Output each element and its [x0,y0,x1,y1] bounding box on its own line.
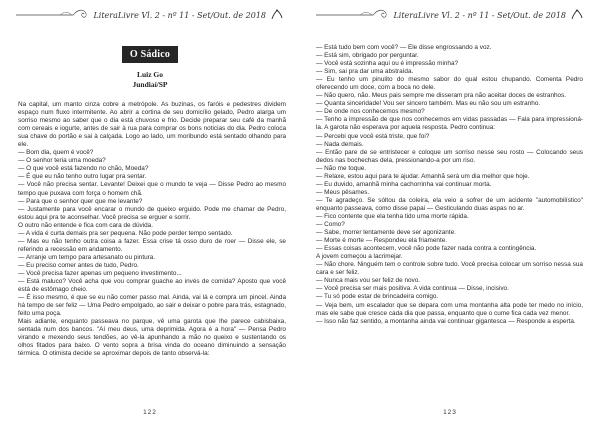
story-title-wrap [0,44,300,63]
paragraph: — Fico contente que ela tenha tido uma morte rápida. [316,212,469,220]
paragraph: — Está sim, obrigado por perguntar. [316,52,419,60]
paragraph: — Sim, sai pra dar uma abstraída. [316,68,414,76]
author-place: Jundiaí/SP [132,80,168,89]
paragraph: — Percebi que você está triste, que foi? [316,132,430,140]
paragraph: — Isso não faz sentido, a montanha ainda vai continuar gigantesca — Responde a esperta. [316,317,576,325]
ornament-flourish-icon [16,7,89,23]
paragraph: — Mas eu não tenho outra coisa a fazer. Essa crise tá osso duro de roer — Disse ele, se referindo a recessão em andamento. [18,237,286,253]
paragraph: Mais adiante, enquanto passeava no parque, vê uma garota que lhe parece cabisbaixa, sentada num dos bancos. "Aí meu deus, uma deprimida. Agora é a hora" — Pensa Pedro virando e mexendo seus tendões, ao vê-la apunhando a mão no queixo e sustentando os olhos fitados para baixo. O vento sopra a brisa vinda do oceano diminuindo a sensação térmica. O otimista decide se aproximar depois de tanto observá-la: [18,318,286,358]
paragraph: — Arranje um tempo para artesanato ou pintura. [18,253,156,261]
paragraph: — Você precisa fazer apenas um pequeno investimento... [18,269,182,277]
paragraph: — Você não precisa sentar. Levante! Deixei que o mundo te veja — Disse Pedro ao mesmo tempo que puxava com força o homem chã. [18,181,286,197]
ornament-flourish-icon [316,7,389,23]
paragraph: — Essas coisas acontecem, você não pode fazer nada contra a contingência. [316,245,537,253]
running-head-left [16,4,286,26]
paragraph: — É que eu não tenho outro lugar pra sentar. [18,173,147,181]
paragraph: — Você está sozinha aqui ou é impressão minha? [316,60,459,68]
paragraph: — Nada demais. [316,140,364,148]
left-body-text [18,101,286,359]
paragraph: — Tu só pode estar de brincadeira comigo. [316,293,439,301]
paragraph: — Eu preciso comer antes de tudo, Pedro. [18,261,139,269]
paragraph: — Sabe, morrer lentamente deve ser agonizante. [316,229,456,237]
paragraph: — O senhor teria uma moeda? [18,157,106,165]
right-page [300,0,600,424]
paragraph: — Como? [316,221,345,229]
paragraph: — De onde nos conhecemos mesmo? [316,108,425,116]
paragraph: — Te agradeço. Se sóltou da coleira, ela veio a sofrer de um acidente "automobilístico" enquanto passeava, como disse papai — Gesticulando duas aspas no ar. [316,196,583,212]
paragraph: — Não chore. Ninguém tem o controle sobre tudo. Você precisa colocar um sorriso nessa sua cara e ser feliz. [316,261,583,277]
paragraph: — Meus pêsames. [316,188,370,196]
paragraph: — Veja bem, um escalador que se depara com uma montanha alta pode ter medo no início, mas ele sabe que cresce cada dia que passa, enquanto que o cume fica cada vez menor. [316,301,583,317]
paragraph: — Está tudo bem com você? — Ele disse engrossando a voz. [316,44,492,51]
running-head-text: LiteraLivre Vl. 2 - nº 11 - Set/Out. de 2018 [93,10,266,20]
paragraph: — Tenho a impressão de que nos conhecemos em vidas passadas — Fala para impressioná-la. A garota não esperava por aquela resposta. Pedro continua: [316,116,583,132]
running-head-right [316,4,586,26]
paragraph: A jovem começou a lacrimejar. [316,253,403,261]
paragraph: — Você precisa ser mais positiva. A vida continua — Disse, incisivo. [316,285,509,293]
author-block [0,70,300,90]
paragraph: — A vida é curta demais pra ser pequena. Não pode perder tempo sentado. [18,229,233,237]
paragraph: — Nunca mais vou ser feliz de novo. [316,277,421,285]
paragraph: — Morte é morte — Respondeu ela friamente. [316,237,448,245]
paragraph: Na capital, um manto cinza cobre a metrópole. As buzinas, os faróis e pedestres dividem espaço num fluxo intermitente. Ao abrir a cortina de seu domicílio gelado, Pedro alarga um sorriso mesmo ao saber que o dia está chuvoso e frio. Decide preparar seu café da manhã com cereais e iogurte, antes de sair à rua para comprar os bons noticias do dia. Pedro coloca sua chave do portão e sai à calçada. Logo ao lado, um moribundo está sentado olhando para ele. [18,101,286,149]
paragraph: — Bom dia, quem é você? [18,149,94,157]
author-name: Luiz Go [136,70,164,79]
story-title: O Sádico [122,46,178,63]
running-head-text: LiteraLivre Vl. 2 - nº 11 - Set/Out. de 2018 [393,10,566,20]
paragraph: — Não quero, não. Meus pais sempre me disseram pra não aceitar doces de estranhos. [316,92,567,100]
page-number-left: 122 [143,409,157,416]
magazine-logo-icon [270,8,284,22]
paragraph: — Eu duvido, amanhã minha cachorrinha vai continuar morta. [316,180,492,188]
paragraph: — Relaxe, estou aqui para te ajudar. Amanhã será um dia melhor que hoje. [316,172,530,180]
paragraph: — Não me toque. [316,164,367,172]
magazine-logo-icon [570,8,584,22]
paragraph: — Eu tenho um pinulito do mesmo sabor do qual estou chupando. Comenta Pedro oferecendo um doce, com a boca no dele. [316,76,583,92]
paragraph: — É isso mesmo, é que se eu não comer passo mal. Ainda, vai lá e compra um pincel. Ainda há tempo de ser feliz — Uma Pedro empolgado, ao sair e deixar o pobre para trás, estagnado, feito uma poça. [18,294,286,318]
paragraph: — Quanta sinceridade! Vou ser sincero também. Mas eu não sou um estranho. [316,100,541,108]
paragraph: — Então pare de se entristecer e coloque um sorriso nesse seu rosto — Colocando seus dedos nas bochechas dela, pressionando-a por um riso. [316,148,583,164]
paragraph: O outro não entende e fica com cara de dúvida. [18,221,153,229]
right-body-text [316,44,583,326]
paragraph: — Para que o senhor quer que me levante? [18,197,143,205]
page-number-right: 123 [443,409,457,416]
paragraph: — Justamente para você encarar o mundo de queixo erguido. Pode me chamar de Pedro, estou aqui pra te aconselhar. Você precisa se erguer e sorrir. [18,205,286,221]
paragraph: — O que você está fazendo no chão, Moeda? [18,165,149,173]
paragraph: — Está maluco? Você acha que vou comprar guache ao invés de comida? Aposto que você está de estômago cheio. [18,278,286,294]
